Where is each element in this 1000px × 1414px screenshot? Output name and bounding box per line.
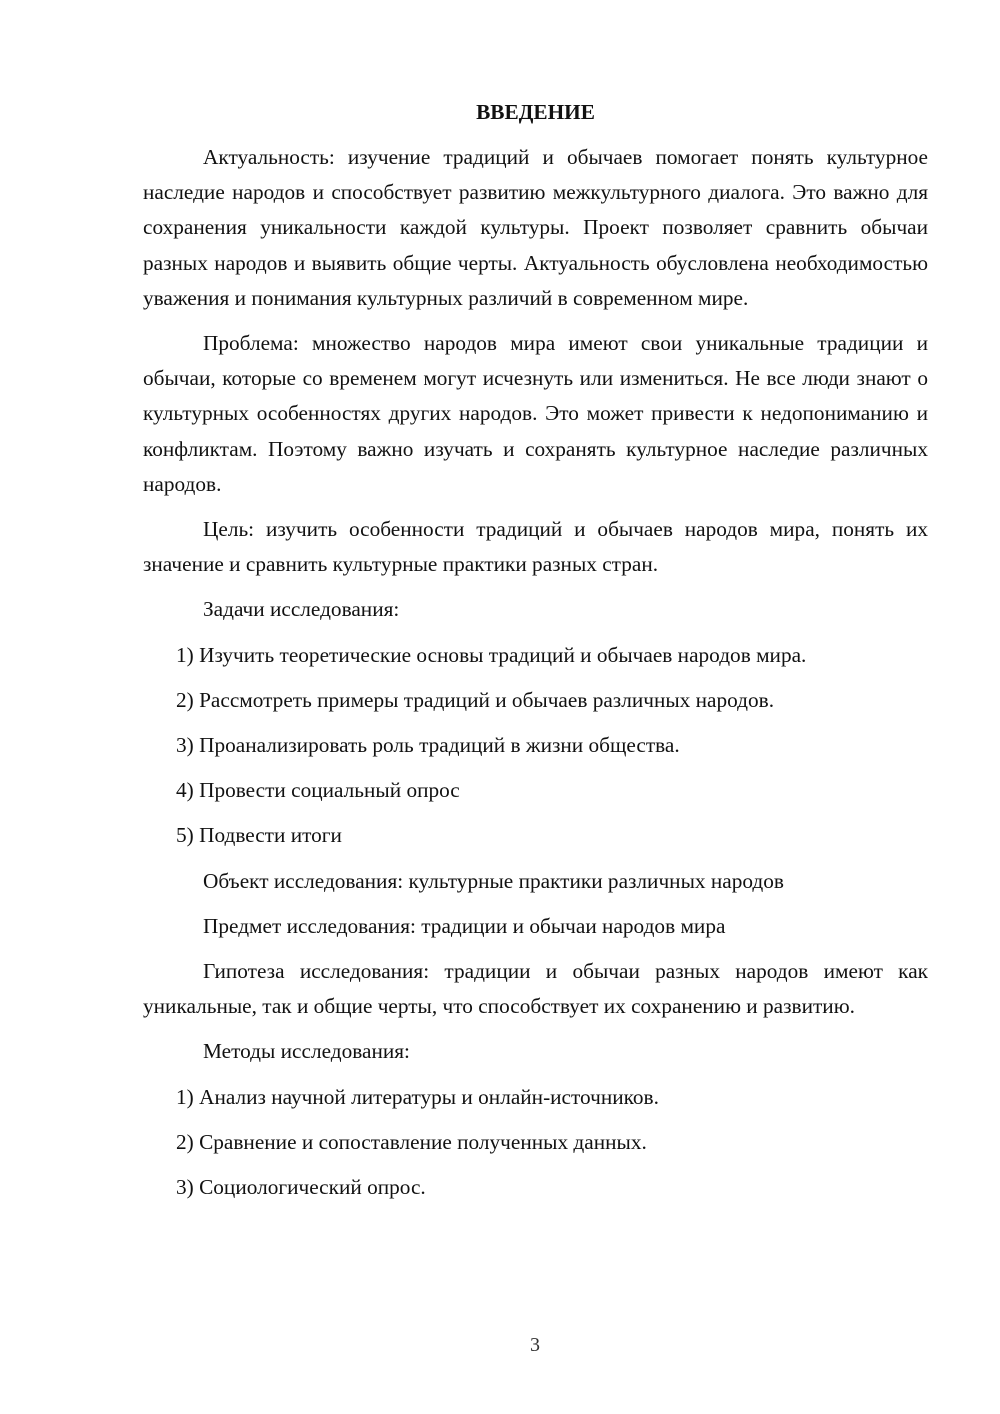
document-page — [143, 96, 928, 1215]
list-item: 3) Социологический опрос. — [176, 1175, 426, 1200]
hypothesis-paragraph: Гипотеза исследования: традиции и обычаи разных народов имеют как уникальные, так и общие черты, что способствует их сохранению и развитию. — [143, 959, 928, 1019]
research-object: Объект исследования: культурные практики различных народов — [203, 868, 784, 893]
list-item: 2) Рассмотреть примеры традиций и обычаев различных народов. — [176, 687, 775, 712]
page-number: 3 — [530, 1334, 540, 1356]
tasks-list — [143, 638, 928, 854]
relevance-paragraph: Актуальность: изучение традиций и обычаев помогает понять культурное наследие народов и способствует развитию межкультурного диалога. Это важно для сохранения уникальности каждой культуры. Проект позволяет сравнить обычаи разных народов и выявить общие черты. Актуальность обусловлена необходимостью уважения и понимания культурных различий в современном мире. — [143, 145, 928, 310]
research-subject: Предмет исследования: традиции и обычаи народов мира — [203, 913, 726, 938]
goal-paragraph: Цель: изучить особенности традиций и обычаев народов мира, понять их значение и сравнить культурные практики разных стран. — [143, 517, 928, 577]
page-title: ВВЕДЕНИЕ — [476, 100, 595, 124]
list-item: 2) Сравнение и сопоставление полученных данных. — [176, 1129, 647, 1154]
tasks-heading: Задачи исследования: — [203, 597, 400, 622]
list-item: 5) Подвести итоги — [176, 823, 342, 848]
methods-heading: Методы исследования: — [203, 1039, 410, 1064]
list-item: 1) Анализ научной литературы и онлайн-источников. — [176, 1084, 659, 1109]
list-item: 3) Проанализировать роль традиций в жизни общества. — [176, 733, 680, 758]
list-item: 4) Провести социальный опрос — [176, 778, 460, 803]
methods-list — [143, 1080, 928, 1206]
problem-paragraph: Проблема: множество народов мира имеют свои уникальные традиции и обычаи, которые со временем могут исчезнуть или измениться. Не все люди знают о культурных особенностях других народов. Это может привести к недопониманию и конфликтам. Поэтому важно изучать и сохранять культурное наследие различных народов. — [143, 331, 928, 496]
list-item: 1) Изучить теоретические основы традиций и обычаев народов мира. — [176, 642, 807, 667]
